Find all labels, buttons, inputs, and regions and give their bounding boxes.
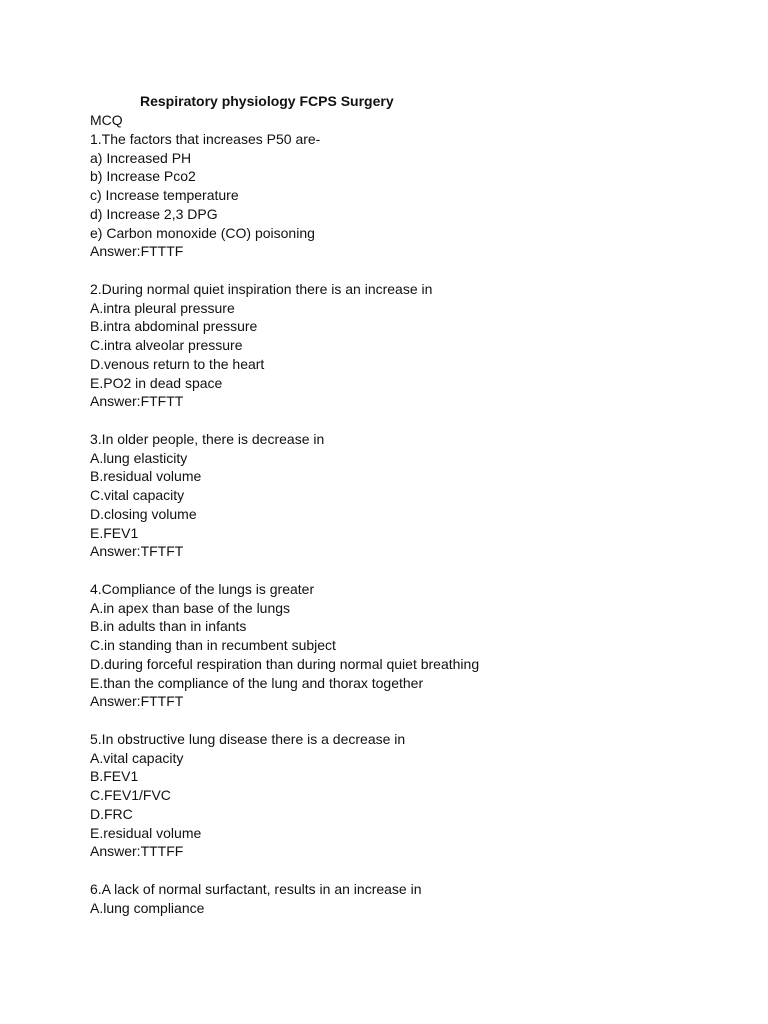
document-title: Respiratory physiology FCPS Surgery [140, 93, 394, 109]
spacer [90, 411, 730, 430]
option-b: B.in adults than in infants [90, 618, 247, 635]
option-e: E.FEV1 [90, 524, 139, 541]
option-b: B.residual volume [90, 468, 202, 485]
option-a: A.lung elasticity [90, 449, 188, 466]
question-3 [90, 430, 730, 561]
question-2 [90, 280, 730, 411]
option-e: e) Carbon monoxide (CO) poisoning [90, 224, 315, 241]
question-5 [90, 730, 730, 861]
option-c: C.intra alveolar pressure [90, 337, 243, 353]
section-label: MCQ [90, 112, 123, 128]
option-a: a) Increased PH [90, 149, 192, 166]
option-c: C.FEV1/FVC [90, 787, 171, 803]
question-1 [90, 130, 730, 261]
option-b: B.intra abdominal pressure [90, 318, 258, 335]
option-e: E.residual volume [90, 824, 202, 841]
spacer [90, 261, 730, 280]
answer-key: Answer:FTFTT [90, 393, 184, 410]
option-a: A.intra pleural pressure [90, 299, 235, 316]
question-stem: 6.A lack of normal surfactant, results in an increase in [90, 880, 422, 897]
option-b: b) Increase Pco2 [90, 168, 196, 185]
option-e: E.PO2 in dead space [90, 374, 223, 391]
document-page [90, 91, 730, 917]
answer-key: Answer:FTTFT [90, 693, 184, 710]
question-stem: 3.In older people, there is decrease in [90, 430, 325, 447]
option-e: E.than the compliance of the lung and thorax together [90, 674, 424, 691]
option-a: A.lung compliance [90, 899, 205, 916]
spacer [90, 561, 730, 580]
option-d: D.FRC [90, 805, 133, 822]
spacer [90, 861, 730, 880]
answer-key: Answer:TTTFF [90, 843, 184, 860]
question-4 [90, 580, 730, 711]
option-c: C.in standing than in recumbent subject [90, 637, 336, 653]
question-stem: 5.In obstructive lung disease there is a decrease in [90, 730, 406, 747]
question-stem: 4.Compliance of the lungs is greater [90, 580, 315, 597]
question-stem: 1.The factors that increases P50 are- [90, 130, 321, 147]
option-c: C.vital capacity [90, 487, 185, 503]
answer-key: Answer:FTTTF [90, 243, 184, 260]
question-stem: 2.During normal quiet inspiration there is an increase in [90, 280, 433, 297]
option-c: c) Increase temperature [90, 187, 239, 203]
question-6 [90, 880, 730, 918]
option-d: d) Increase 2,3 DPG [90, 205, 218, 222]
option-d: D.venous return to the heart [90, 355, 265, 372]
option-a: A.vital capacity [90, 749, 184, 766]
option-d: D.during forceful respiration than during normal quiet breathing [90, 655, 480, 672]
spacer [90, 711, 730, 730]
answer-key: Answer:TFTFT [90, 543, 184, 560]
option-b: B.FEV1 [90, 768, 139, 785]
option-a: A.in apex than base of the lungs [90, 599, 291, 616]
option-d: D.closing volume [90, 505, 197, 522]
